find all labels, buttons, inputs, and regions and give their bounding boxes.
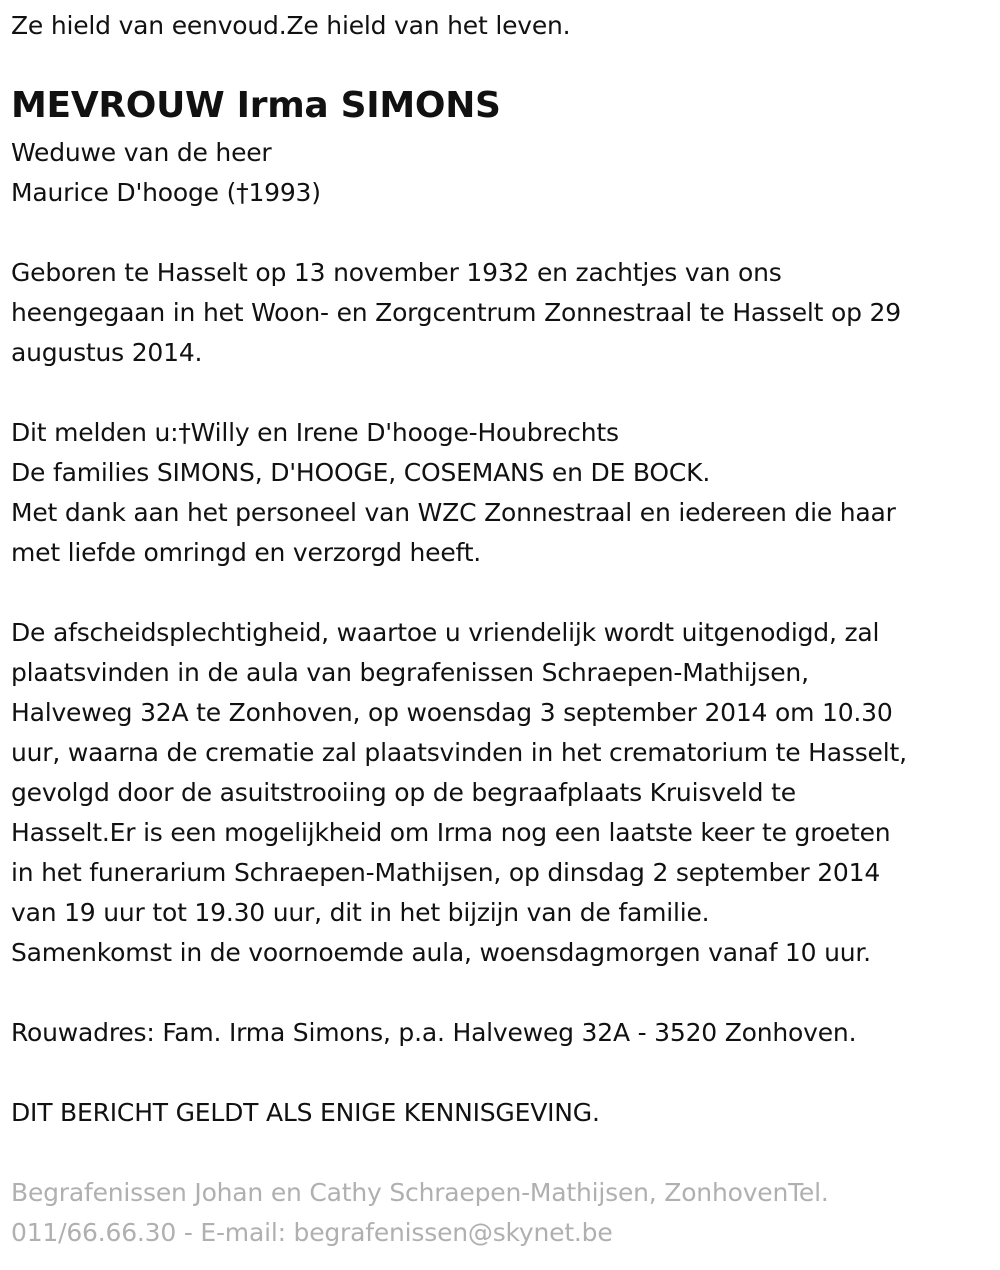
paragraph-line: van 19 uur tot 19.30 uur, dit in het bijzijn van de familie. [11,898,710,927]
paragraph-line: augustus 2014. [11,338,203,367]
paragraph-line: Samenkomst in de voornoemde aula, woensdagmorgen vanaf 10 uur. [11,938,871,967]
announcement-paragraph [11,413,986,573]
footer-line-2: 011/66.66.30 - E-mail: begrafenissen@skynet.be [11,1218,613,1247]
paragraph-line: De families SIMONS, D'HOOGE, COSEMANS en DE BOCK. [11,458,711,487]
mourning-address: Rouwadres: Fam. Irma Simons, p.a. Halveweg 32A - 3520 Zonhoven. [11,1018,857,1047]
paragraph-line: De afscheidsplechtigheid, waartoe u vriendelijk wordt uitgenodigd, zal [11,618,880,647]
notice-statement: DIT BERICHT GELDT ALS ENIGE KENNISGEVING. [11,1098,600,1127]
paragraph-line: gevolgd door de asuitstrooiing op de begraafplaats Kruisveld te [11,778,796,807]
paragraph-line: plaatsvinden in de aula van begrafenissen Schraepen-Mathijsen, [11,658,809,687]
funeral-home-footer [11,1173,986,1253]
paragraph-line: uur, waarna de crematie zal plaatsvinden in het crematorium te Hasselt, [11,738,907,767]
paragraph-line: in het funerarium Schraepen-Mathijsen, op dinsdag 2 september 2014 [11,858,881,887]
paragraph-line: Dit melden u:†Willy en Irene D'hooge-Houbrechts [11,418,619,447]
paragraph-line: Halveweg 32A te Zonhoven, op woensdag 3 september 2014 om 10.30 [11,698,893,727]
paragraph-line: met liefde omringd en verzorgd heeft. [11,538,482,567]
ceremony-paragraph [11,613,986,973]
paragraph-line: heengegaan in het Woon- en Zorgcentrum Zonnestraal te Hasselt op 29 [11,298,901,327]
paragraph-line: Hasselt.Er is een mogelijkheid om Irma nog een laatste keer te groeten [11,818,891,847]
widow-section [11,133,986,213]
motto-text: Ze hield van eenvoud.Ze hield van het leven. [11,11,571,40]
deceased-name: MEVROUW Irma SIMONS [11,85,501,126]
widow-line-2: Maurice D'hooge (†1993) [11,178,321,207]
widow-line-1: Weduwe van de heer [11,138,272,167]
paragraph-line: Geboren te Hasselt op 13 november 1932 en zachtjes van ons [11,258,782,287]
footer-line-1: Begrafenissen Johan en Cathy Schraepen-Mathijsen, ZonhovenTel. [11,1178,829,1207]
obituary-notice [11,6,986,1253]
birth-death-paragraph [11,253,986,373]
paragraph-line: Met dank aan het personeel van WZC Zonnestraal en iedereen die haar [11,498,896,527]
